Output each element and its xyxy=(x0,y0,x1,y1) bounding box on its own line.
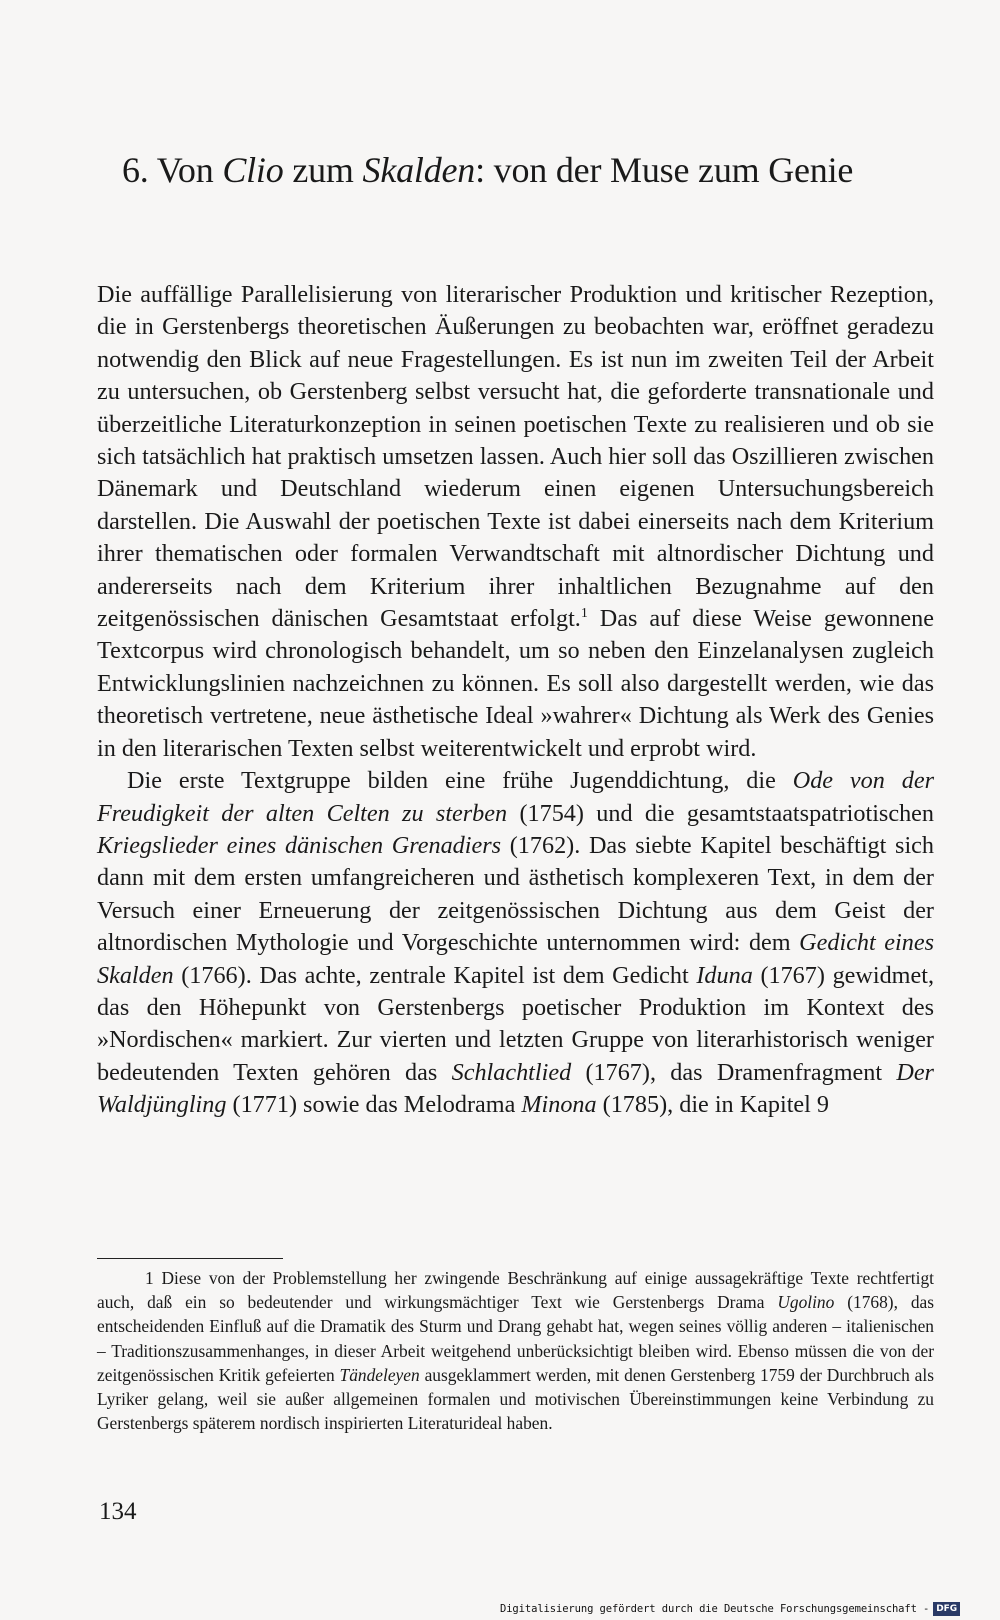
paragraph-1-text-cont: Das auf diese Weise gewonnene Textcorpus wird chronologisch behandelt, um so neben den Einzelanalysen zugleich Entwicklungslinien nachzeichnen zu können. Es soll also dargestellt werden, wie das theoretisch vertretene, neue ästhetische Ideal »wahrer« Dichtung als Werk des Genies in den literarischen Texten selbst weiterentwickelt und erprobt wird. xyxy=(97,605,934,762)
p2-text-f: (1767), das Dramenfragment xyxy=(571,1058,897,1086)
p2-text-c: (1762). Das siebte Kapitel beschäftigt sich dann mit dem ersten umfangreicheren und ästhetisch komplexeren Text, in dem der Versuch einer Erneuerung der zeitgenössischen Dichtung aus dem Geist der altnordischen Mythologie und Vorgeschichte unternommen wird: dem xyxy=(97,831,934,957)
p2-text-g: (1771) sowie das Melodrama xyxy=(226,1091,522,1119)
p2-text-h: (1785), die in Kapitel 9 xyxy=(596,1091,830,1119)
footnote-divider xyxy=(97,1258,283,1259)
title-taendeleyen: Tändeleyen xyxy=(339,1364,420,1385)
heading-clio: Clio xyxy=(222,150,284,190)
title-ugolino: Ugolino xyxy=(777,1292,835,1313)
p2-text-b: (1754) und die gesamtstaatspatriotischen xyxy=(507,799,934,827)
heading-mid: zum xyxy=(283,150,363,190)
footnote-text-b: (1768), das entscheidenden Einfluß auf die Dramatik des Sturm und Drang gehabt hat, wegen seines völlig anderen – italienischen – Traditionszusammenhanges, in dieser Arbeit weitgehend unberücksichtigt bleiben wird. Ebenso müssen die von der zeitgenössischen Kritik gefeierten xyxy=(97,1292,935,1385)
paragraph-2 xyxy=(97,765,934,1121)
heading-skalden: Skalden xyxy=(362,150,476,190)
title-waldjuengling: Der Waldjüngling xyxy=(97,1058,934,1119)
paragraph-1-text: Die auffällige Parallelisierung von literarischer Produktion und kritischer Rezeption, die in Gerstenbergs theoretischen Äußerungen zu beobachten war, eröffnet geradezu notwendig den Blick auf neue Fragestellungen. Es ist nun im zweiten Teil der Arbeit zu untersuchen, ob Gerstenberg selbst versucht hat, die geforderte transnationale und überzeitliche Literaturkonzeption in seinen poetischen Texte zu realisieren und ob sie sich tatsächlich hat praktisch umsetzen lassen. Auch hier soll das Oszillieren zwischen Dänemark und Deutschland wiederum einen eigenen Untersuchungsbereich darstellen. Die Auswahl der poetischen Texte ist dabei einerseits nach dem Kriterium ihrer thematischen oder formalen Verwandtschaft mit altnordischer Dichtung und andererseits nach dem Kriterium ihrer inhaltlichen Bezugnahme auf den zeitgenössischen dänischen Gesamtstaat erfolgt. xyxy=(97,281,934,633)
footnote-text-c: ausgeklammert werden, mit denen Gerstenberg 1759 der Durchbruch als Lyriker gelang, weil sie außer allgemeinen formalen und motivischen Übereinstimmungen keine Verbindung zu Gerstenbergs späterem nordisch inspirierten Literaturideal haben. xyxy=(97,1364,935,1434)
heading-number: 6. Von xyxy=(122,150,223,190)
title-kriegslieder: Kriegslieder eines dänischen Grenadiers xyxy=(97,831,502,859)
title-minona: Minona xyxy=(521,1091,597,1119)
paragraph-1 xyxy=(97,279,934,765)
title-gedicht: Gedicht eines Skalden xyxy=(97,929,935,989)
p2-text-d: (1766). Das achte, zentrale Kapitel ist dem Gedicht xyxy=(173,961,697,989)
body-text xyxy=(97,279,934,1122)
p2-text-a: Die erste Textgruppe bilden eine frühe Jugenddichtung, die xyxy=(127,767,793,795)
footnote-text-a: 1 Diese von der Problemstellung her zwingende Beschränkung auf einige aussagekräftige Texte rechtfertigt auch, daß ein so bedeutender und wirkungsmächtiger Text wie Gerstenbergs Drama xyxy=(97,1268,934,1313)
title-iduna: Iduna xyxy=(696,961,753,989)
credit-text: Digitalisierung gefördert durch die Deutsche Forschungsgemeinschaft - xyxy=(499,1603,930,1615)
footnote xyxy=(97,1266,934,1435)
chapter-heading xyxy=(122,148,912,192)
heading-rest: : von der Muse zum Genie xyxy=(475,150,854,190)
page-number: 134 xyxy=(99,1498,137,1525)
p2-text-e: (1767) gewidmet, das den Höhepunkt von Gerstenbergs poetischer Produktion im Kontext des »Nordischen« markiert. Zur vierten und letzten Gruppe von literarhistorisch weniger bedeutenden Texten gehören das xyxy=(97,961,934,1086)
title-schlachtlied: Schlachtlied xyxy=(451,1058,572,1086)
title-ode: Ode von der Freudigkeit der alten Celten zu sterben xyxy=(97,767,935,827)
footnote-marker[interactable]: 1 xyxy=(580,606,588,622)
digitization-credit xyxy=(500,1602,960,1616)
dfg-logo: DFG xyxy=(933,1602,960,1616)
